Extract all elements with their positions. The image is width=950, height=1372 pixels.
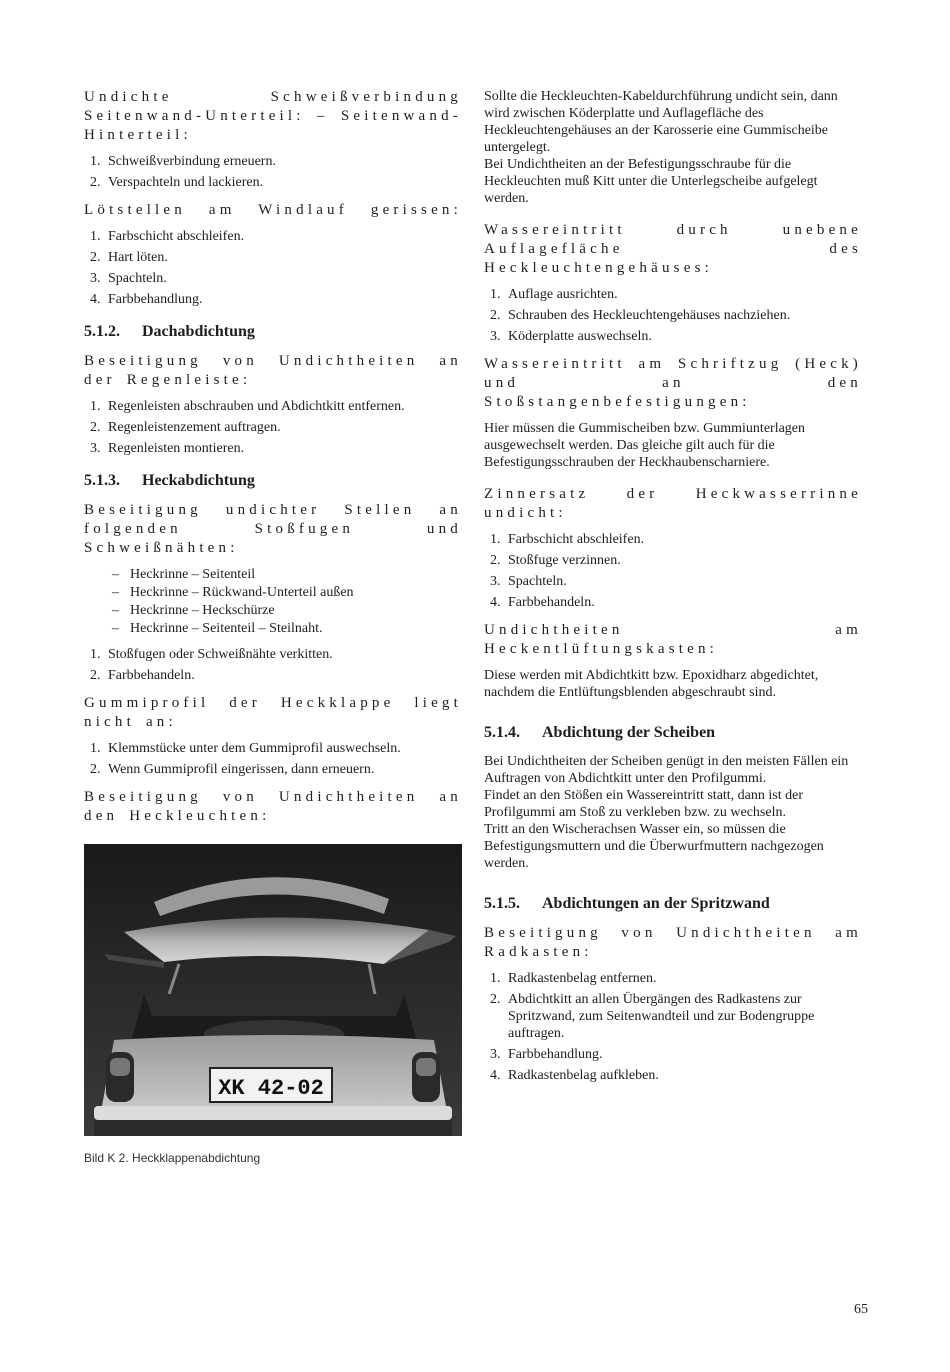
section-heading-5-1-4: 5.1.4. Abdichtung der Scheiben	[484, 724, 716, 741]
list-item: 1. Farbschicht abschleifen.	[490, 532, 645, 547]
numbered-list	[484, 286, 862, 345]
list-item: 1. Radkastenbelag entfernen.	[490, 971, 657, 986]
spaced-heading: Beseitigung von Undichtheiten an der Regenleiste:	[84, 353, 462, 388]
numbered-list	[84, 398, 462, 457]
spaced-heading: Gummiprofil der Heckklappe liegt nicht an:	[84, 695, 462, 730]
paragraph: Tritt an den Wischerachsen Wasser ein, so müssen die Befestigungsmuttern und die Überwurfmuttern nachgezogen werden.	[484, 822, 824, 871]
list-item: 2. Hart löten.	[90, 250, 168, 265]
section-heading-5-1-3: 5.1.3. Heckabdichtung	[84, 472, 255, 489]
paragraph: Hier müssen die Gummischeiben bzw. Gummiunterlagen ausgewechselt werden. Das gleiche gilt auch für die Befestigungsschrauben der Heckhaubenscharniere.	[484, 421, 806, 470]
list-item: 3. Spachteln.	[490, 574, 567, 589]
numbered-list	[84, 740, 462, 778]
list-item: 1. Auflage ausrichten.	[490, 287, 618, 302]
paragraph: Sollte die Heckleuchten-Kabeldurchführung undicht sein, dann wird zwischen Köderplatte und Auflagefläche des Heckleuchtengehäuses an der Karosserie eine Gummischeibe untergelegt.	[484, 89, 838, 155]
dash-item: – Heckrinne – Rückwand-Unterteil außen	[112, 585, 354, 600]
list-item: 3. Farbbehandlung.	[490, 1047, 603, 1062]
license-plate-text: XK 42-02	[218, 1076, 324, 1101]
dash-item: – Heckrinne – Seitenteil	[112, 567, 256, 582]
paragraph: Bei Undichtheiten an der Befestigungsschraube für die Heckleuchten muß Kitt unter die Unterlegscheibe aufgelegt werden.	[484, 157, 818, 206]
section-heading-5-1-2: 5.1.2. Dachabdichtung	[84, 323, 255, 340]
numbered-list	[484, 970, 862, 1084]
list-item: 2. Regenleistenzement auftragen.	[90, 420, 281, 435]
numbered-list	[84, 228, 462, 308]
spaced-heading: Beseitigung undichter Stellen an folgenden Stoßfugen und Schweißnähten:	[84, 502, 462, 556]
right-column	[484, 88, 862, 1094]
spaced-heading: Wassereintritt am Schriftzug (Heck) und an den Stoßstangenbefestigungen:	[484, 356, 862, 410]
list-item: 2. Abdichtkitt an allen Übergängen des Radkastens zur Spritzwand, zum Seitenwandteil und zur Bodengruppe auftragen.	[490, 992, 815, 1041]
list-item: 2. Wenn Gummiprofil eingerissen, dann erneuern.	[90, 762, 375, 777]
list-item: 2. Farbbehandeln.	[90, 668, 195, 683]
spaced-heading: Beseitigung von Undichtheiten an den Heckleuchten:	[84, 789, 462, 824]
list-item: 1. Klemmstücke unter dem Gummiprofil auswechseln.	[90, 741, 401, 756]
left-column	[84, 88, 462, 1165]
spaced-heading: Lötstellen am Windlauf gerissen:	[84, 202, 462, 218]
list-item: 1. Regenleisten abschrauben und Abdichtkitt entfernen.	[90, 399, 405, 414]
list-item: 2. Verspachteln und lackieren.	[90, 175, 264, 190]
numbered-list	[84, 646, 462, 684]
dash-item: – Heckrinne – Heckschürze	[112, 603, 275, 618]
paragraph: Findet an den Stößen ein Wassereintritt statt, dann ist der Profilgummi am Stoß zu verkleben bzw. zu wechseln.	[484, 788, 803, 820]
numbered-list	[84, 153, 462, 191]
list-item: 4. Radkastenbelag aufkleben.	[490, 1068, 659, 1083]
spaced-heading: Beseitigung von Undichtheiten am Radkasten:	[484, 925, 862, 960]
dash-item: – Heckrinne – Seitenteil – Steilnaht.	[112, 621, 323, 636]
list-item: 4. Farbbehandeln.	[490, 595, 595, 610]
list-item: 1. Stoßfugen oder Schweißnähte verkitten.	[90, 647, 333, 662]
paragraph: Bei Undichtheiten der Scheiben genügt in den meisten Fällen ein Auftragen von Abdichtkitt unter den Profilgummi.	[484, 754, 849, 786]
list-item: 2. Stoßfuge verzinnen.	[490, 553, 621, 568]
car-trunk-photo	[84, 844, 462, 1136]
section-heading-5-1-5: 5.1.5. Abdichtungen an der Spritzwand	[484, 895, 770, 912]
paragraph: Diese werden mit Abdichtkitt bzw. Epoxidharz abgedichtet, nachdem die Entlüftungsblenden abgeschraubt sind.	[484, 668, 819, 700]
page-number: 65	[854, 1302, 868, 1317]
list-item: 3. Regenleisten montieren.	[90, 441, 245, 456]
list-item: 3. Köderplatte auswechseln.	[490, 329, 652, 344]
numbered-list	[484, 531, 862, 611]
spaced-heading: Zinnersatz der Heckwasserrinne undicht:	[484, 486, 862, 521]
list-item: 2. Schrauben des Heckleuchtengehäuses nachziehen.	[490, 308, 791, 323]
spaced-heading: Undichte Schweißverbindung Seitenwand-Unterteil: – Seitenwand-Hinterteil:	[84, 89, 462, 143]
list-item: 1. Farbschicht abschleifen.	[90, 229, 245, 244]
figure-caption: Bild K 2. Heckklappenabdichtung	[84, 1151, 261, 1165]
spaced-heading: Undichtheiten am Heckentlüftungskasten:	[484, 622, 862, 657]
list-item: 4. Farbbehandlung.	[90, 292, 203, 307]
list-item: 3. Spachteln.	[90, 271, 167, 286]
dash-list	[84, 566, 462, 638]
spaced-heading: Wassereintritt durch unebene Auflagefläche des Heckleuchtengehäuses:	[484, 222, 862, 276]
list-item: 1. Schweißverbindung erneuern.	[90, 154, 276, 169]
